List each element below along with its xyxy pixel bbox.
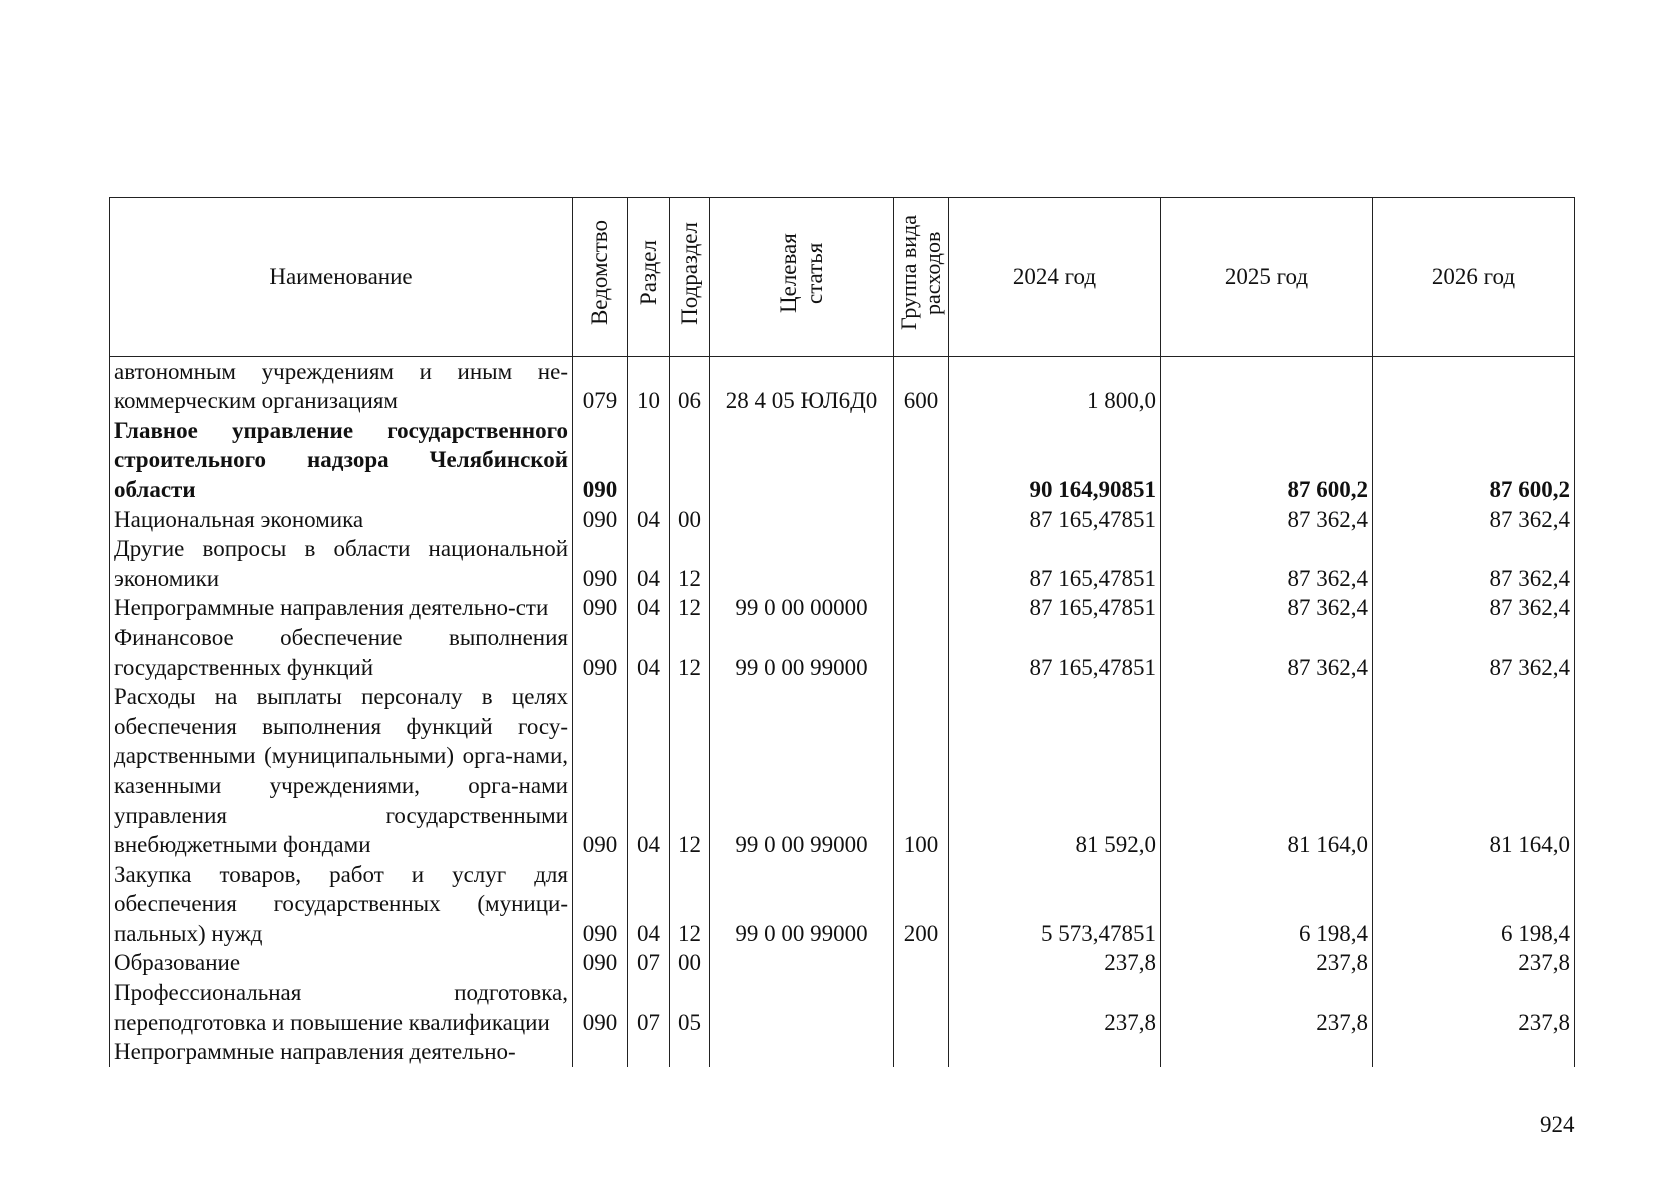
cell-2026: 87 362,4 xyxy=(1373,534,1575,593)
cell-name: Образование xyxy=(110,948,573,978)
cell-name: Финансовое обеспечение выполнения государственных функций xyxy=(110,623,573,682)
cell-podrazdel: 00 xyxy=(670,505,710,535)
table-row xyxy=(110,978,1575,1037)
cell-ved: 090 xyxy=(573,948,628,978)
cell-gruppa: 100 xyxy=(894,682,949,860)
cell-gruppa xyxy=(894,948,949,978)
cell-ved xyxy=(573,1037,628,1067)
header-2024: 2024 год xyxy=(949,198,1161,357)
cell-ved: 090 xyxy=(573,416,628,505)
header-2025: 2025 год xyxy=(1161,198,1373,357)
cell-name: Непрограммные направления деятельно- xyxy=(110,1037,573,1067)
cell-gruppa xyxy=(894,416,949,505)
header-podrazdel: Подраздел xyxy=(670,198,710,357)
table-row xyxy=(110,356,1575,416)
cell-2024: 87 165,47851 xyxy=(949,593,1161,623)
cell-2024: 87 165,47851 xyxy=(949,505,1161,535)
header-2026: 2026 год xyxy=(1373,198,1575,357)
cell-2026 xyxy=(1373,356,1575,416)
cell-gruppa xyxy=(894,505,949,535)
page-number: 924 xyxy=(1540,1112,1575,1137)
cell-podrazdel xyxy=(670,416,710,505)
cell-razdel xyxy=(628,416,670,505)
cell-2025: 237,8 xyxy=(1161,978,1373,1037)
cell-ved: 090 xyxy=(573,593,628,623)
cell-gruppa xyxy=(894,593,949,623)
cell-celevaya xyxy=(710,416,894,505)
cell-razdel: 07 xyxy=(628,948,670,978)
cell-celevaya: 28 4 05 ЮЛ6Д0 xyxy=(710,356,894,416)
table-row xyxy=(110,593,1575,623)
cell-razdel: 07 xyxy=(628,978,670,1037)
table-row xyxy=(110,416,1575,505)
cell-2026: 237,8 xyxy=(1373,948,1575,978)
table-row xyxy=(110,682,1575,860)
cell-2024: 87 165,47851 xyxy=(949,623,1161,682)
cell-celevaya xyxy=(710,505,894,535)
cell-celevaya: 99 0 00 99000 xyxy=(710,860,894,949)
cell-2026: 237,8 xyxy=(1373,978,1575,1037)
cell-2025: 87 362,4 xyxy=(1161,623,1373,682)
budget-table xyxy=(109,197,1575,1067)
cell-razdel: 04 xyxy=(628,623,670,682)
cell-2025: 6 198,4 xyxy=(1161,860,1373,949)
cell-gruppa: 600 xyxy=(894,356,949,416)
cell-celevaya xyxy=(710,948,894,978)
cell-razdel: 04 xyxy=(628,505,670,535)
cell-2024 xyxy=(949,1037,1161,1067)
cell-2026: 87 362,4 xyxy=(1373,593,1575,623)
cell-razdel: 04 xyxy=(628,860,670,949)
cell-razdel: 04 xyxy=(628,682,670,860)
table-row xyxy=(110,534,1575,593)
cell-name: автономным учреждениям и иным не-коммерческим организациям xyxy=(110,356,573,416)
cell-razdel xyxy=(628,1037,670,1067)
cell-2024: 81 592,0 xyxy=(949,682,1161,860)
cell-2026: 81 164,0 xyxy=(1373,682,1575,860)
cell-podrazdel: 05 xyxy=(670,978,710,1037)
cell-2024: 237,8 xyxy=(949,948,1161,978)
cell-2024: 1 800,0 xyxy=(949,356,1161,416)
cell-name: Расходы на выплаты персоналу в целях обеспечения выполнения функций госу-дарственными (муниципальными) орга-нами, казенными учреждениями, орга-нами управления государственными внебюджетными фондами xyxy=(110,682,573,860)
cell-ved: 090 xyxy=(573,978,628,1037)
cell-2025 xyxy=(1161,1037,1373,1067)
cell-gruppa xyxy=(894,534,949,593)
cell-podrazdel xyxy=(670,1037,710,1067)
cell-2025: 237,8 xyxy=(1161,948,1373,978)
cell-2026 xyxy=(1373,1037,1575,1067)
header-razdel: Раздел xyxy=(628,198,670,357)
cell-2025 xyxy=(1161,356,1373,416)
cell-gruppa xyxy=(894,1037,949,1067)
table-row xyxy=(110,623,1575,682)
cell-2024: 237,8 xyxy=(949,978,1161,1037)
cell-celevaya xyxy=(710,534,894,593)
cell-2024: 90 164,90851 xyxy=(949,416,1161,505)
cell-ved: 090 xyxy=(573,682,628,860)
cell-celevaya xyxy=(710,978,894,1037)
cell-2024: 5 573,47851 xyxy=(949,860,1161,949)
cell-name: Главное управление государственного строительного надзора Челябинской области xyxy=(110,416,573,505)
table-row xyxy=(110,948,1575,978)
cell-podrazdel: 12 xyxy=(670,682,710,860)
cell-name: Национальная экономика xyxy=(110,505,573,535)
cell-celevaya xyxy=(710,1037,894,1067)
cell-2024: 87 165,47851 xyxy=(949,534,1161,593)
cell-2025: 87 362,4 xyxy=(1161,534,1373,593)
table-row xyxy=(110,860,1575,949)
cell-ved: 090 xyxy=(573,505,628,535)
cell-2026: 87 362,4 xyxy=(1373,505,1575,535)
cell-podrazdel: 12 xyxy=(670,623,710,682)
cell-name: Закупка товаров, работ и услуг для обеспечения государственных (муници-пальных) нужд xyxy=(110,860,573,949)
cell-2026: 87 600,2 xyxy=(1373,416,1575,505)
cell-celevaya: 99 0 00 00000 xyxy=(710,593,894,623)
cell-podrazdel: 12 xyxy=(670,860,710,949)
cell-2026: 87 362,4 xyxy=(1373,623,1575,682)
header-gruppa: Группа вида расходов xyxy=(894,198,949,357)
cell-2025: 87 600,2 xyxy=(1161,416,1373,505)
cell-podrazdel: 12 xyxy=(670,534,710,593)
cell-celevaya: 99 0 00 99000 xyxy=(710,623,894,682)
cell-ved: 090 xyxy=(573,623,628,682)
cell-gruppa xyxy=(894,623,949,682)
cell-name: Другие вопросы в области национальной экономики xyxy=(110,534,573,593)
header-ved: Ведомство xyxy=(573,198,628,357)
cell-name: Профессиональная подготовка, переподготовка и повышение квалификации xyxy=(110,978,573,1037)
cell-2025: 87 362,4 xyxy=(1161,505,1373,535)
cell-razdel: 04 xyxy=(628,534,670,593)
cell-2025: 87 362,4 xyxy=(1161,593,1373,623)
cell-podrazdel: 06 xyxy=(670,356,710,416)
cell-podrazdel: 12 xyxy=(670,593,710,623)
cell-razdel: 10 xyxy=(628,356,670,416)
cell-2025: 81 164,0 xyxy=(1161,682,1373,860)
cell-podrazdel: 00 xyxy=(670,948,710,978)
cell-ved: 079 xyxy=(573,356,628,416)
cell-gruppa xyxy=(894,978,949,1037)
cell-gruppa: 200 xyxy=(894,860,949,949)
header-celevaya: Целевая статья xyxy=(710,198,894,357)
table-row xyxy=(110,505,1575,535)
cell-name: Непрограммные направления деятельно-сти xyxy=(110,593,573,623)
cell-razdel: 04 xyxy=(628,593,670,623)
table-row xyxy=(110,1037,1575,1067)
header-name: Наименование xyxy=(110,198,573,357)
cell-ved: 090 xyxy=(573,860,628,949)
table-header-row xyxy=(110,198,1575,357)
cell-2026: 6 198,4 xyxy=(1373,860,1575,949)
cell-ved: 090 xyxy=(573,534,628,593)
cell-celevaya: 99 0 00 99000 xyxy=(710,682,894,860)
